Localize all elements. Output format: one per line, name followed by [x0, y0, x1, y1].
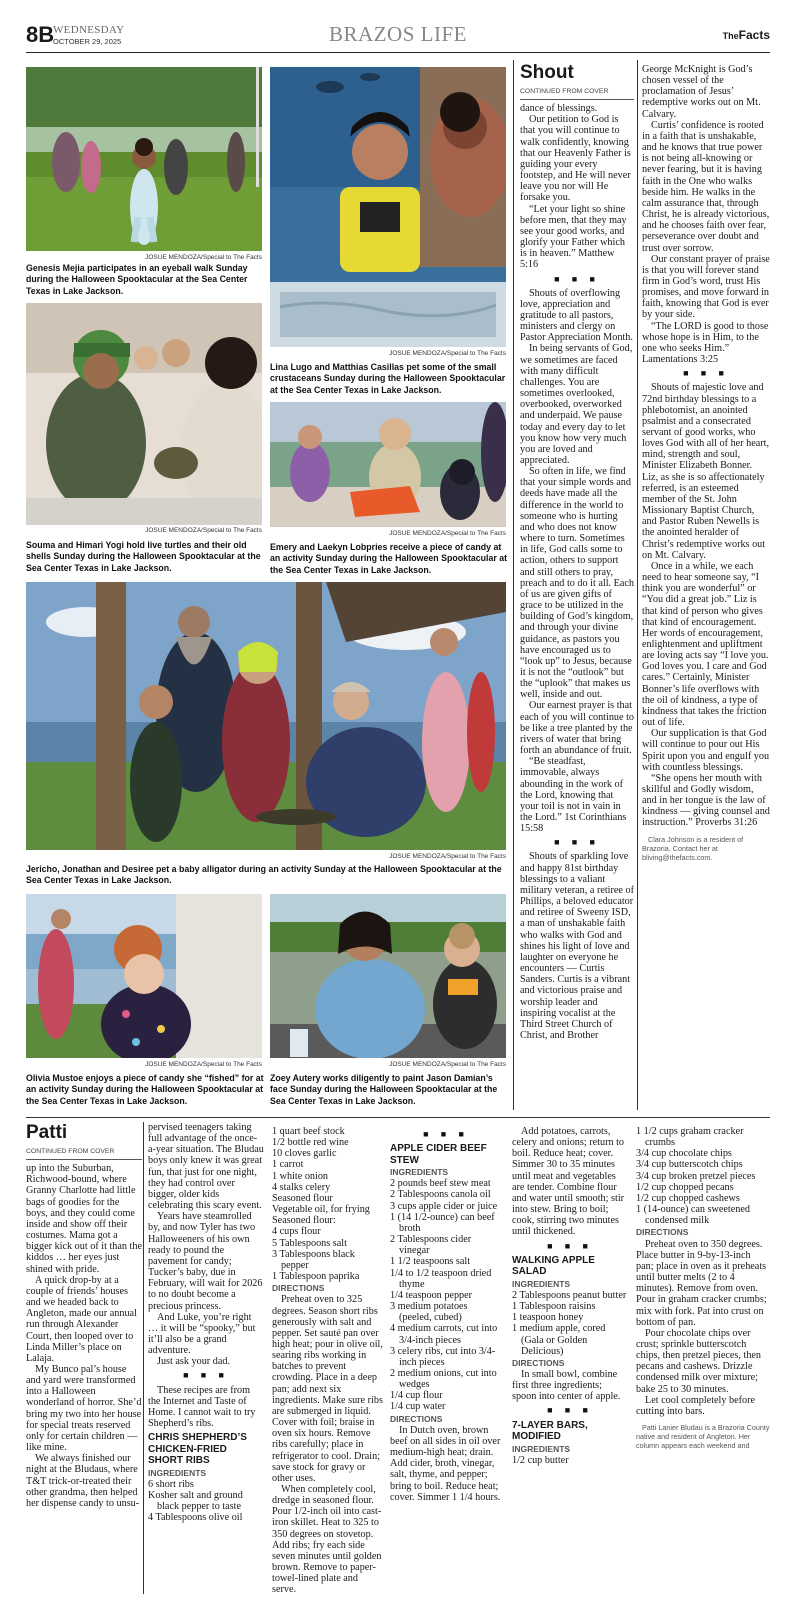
patti-column-3 [272, 1126, 384, 1594]
photo-caption: Lina Lugo and Matthias Casillas pet some of the small crustaceans Sunday during the Halloween Spooktacular at the Sea Center Texas in Lake Jackson. [270, 362, 506, 395]
ingredient: 1 carrot [272, 1159, 304, 1171]
header-date: OCTOBER 29, 2025 [53, 37, 122, 46]
header-day: WEDNESDAY [53, 24, 125, 36]
photo-crustaceans-image [270, 67, 506, 347]
ingredient: Seasoned flour: [272, 1215, 336, 1227]
shout-paragraph: Our constant prayer of praise is that you will forever stand firm in God’s word, trust His promises, and move forward in faith, knowing that God is ever by your side. [642, 253, 770, 321]
shout-column-2 [642, 64, 770, 1110]
recipe-direction: In Dutch oven, brown beef on all sides in oil over medium-high heat; drain. Add cider, broth, vinegar, salt, thyme, and pepper; bring to boil. Reduce heat; cover. Simmer 1 1/4 hours. [390, 1424, 501, 1503]
recipe-ingredients-label: INGREDIENTS [512, 1443, 571, 1454]
recipe-title-stew: APPLE CIDER BEEF STEW [390, 1143, 487, 1166]
ingredient: 2 medium onions, cut into wedges [390, 1367, 497, 1391]
ingredient: 1 medium apple, cored (Gala or Golden Delicious) [512, 1323, 606, 1357]
recipe-directions-label: DIRECTIONS [390, 1413, 443, 1424]
newspaper-logo [723, 28, 770, 42]
recipe-direction: Pour chocolate chips over crust; sprinkle butterscotch chips, then pretzel pieces, then pecans and cashews. Drizzle condensed milk over mixture; bake 25 to 30 minutes. [636, 1327, 762, 1395]
ingredient: 3 Tablespoons black pepper [272, 1248, 355, 1271]
section-separator: ■ ■ ■ [547, 1240, 593, 1251]
photo-caption: Genesis Mejia participates in an eyeball walk Sunday during the Halloween Spooktacular at the Sea Center Texas in Lake Jackson. [26, 263, 248, 296]
ingredient: 3/4 cup chocolate chips [636, 1148, 732, 1160]
patti-paragraph: A quick drop-by at a couple of friends’ houses and we headed back to Angleton, made our annual run through Alexander Court, then looped over to Linda Miller’s place on Lalaja. [26, 1274, 137, 1364]
recipe-ingredients-label: INGREDIENTS [512, 1278, 571, 1289]
ingredient: Kosher salt and ground black pepper to taste [148, 1490, 243, 1513]
page-number: 8B [26, 22, 55, 47]
photo-credit: JOSUE MENDOZA/Special to The Facts [145, 254, 262, 261]
column-divider [637, 60, 638, 1110]
patti-column-6 [636, 1126, 770, 1594]
shout-paragraph: Once in a while, we each need to hear someone say, “I think you are wonderful” or “You did a great job.” Liz is that kind of person who gives that kind of encouragement. Her words of encouragement, enlightenment and upliftment are loving acts say “I love you. God loves you. I care and God cares.” Certainly, Minister Bonner’s life overflows with the oil of kindness, a type of kindness that takes the friction out of life. [642, 560, 769, 729]
shout-paragraph: Shouts of sparkling love and happy 81st birthday blessings to a valiant military veteran, a retiree of Phillips, a beloved educator and retiree of Sweeny ISD, a man of unshakable faith who walks with God and shines his light of love and laughter on everyone he encounters — Curtis Sanders. Curtis is a vibrant and victorious praise and worship leader and inspiring vocalist at the Third Street Church of Christ, and Brother [520, 851, 634, 1041]
ingredient: 1 (14-ounce) can sweetened condensed milk [636, 1204, 750, 1227]
patti-paragraph: We always finished our night at the Bludaus, where T&T trick-or-treated their other grandma, then helped her dispense candy to unsu- [26, 1453, 140, 1509]
patti-kicker: CONTINUED FROM COVER [26, 1146, 142, 1160]
patti-paragraph: up into the Suburban, Richwood-bound, where Granny Charlotte had little bags of goodies for the boys, and they could come inside and show off their costumes. Mama got a bigger kick out of it than the kiddos … her eyes just shined with pride. [26, 1163, 142, 1275]
ingredient: 1 1/2 teaspoons salt [390, 1256, 471, 1268]
page-header [26, 22, 770, 48]
section-separator: ■ ■ ■ [554, 273, 600, 284]
ingredient: 4 cups flour [272, 1226, 321, 1238]
ingredient: 1 Tablespoon raisins [512, 1301, 596, 1313]
ingredient: 1 quart beef stock [272, 1126, 345, 1137]
recipe-ingredients-label: INGREDIENTS [390, 1167, 449, 1178]
shout-paragraph: “The LORD is good to those whose hope is in Him, to the one who seeks Him.” Lamentations 3:25 [642, 320, 769, 366]
section-separator: ■ ■ ■ [683, 368, 729, 379]
shout-paragraph: So often in life, we find that your simple words and deeds have made all the difference in the world to someone who is hurting and who does not know where to turn. Sometimes in life, God calls some to action, others to support and still others to pray, preach and to do it all. Each of us are given gifts of grace to be utilized in the building of God’s kingdom, and through your divine guidance, as pastors you have encouraged us to “look up” to Jesus, because it is not the “outlook” but the “uplook” that makes us well, inside and out. [520, 466, 634, 701]
photo-caption: Emery and Laekyn Lobpries receive a piece of candy at an activity Sunday during the Halloween Spooktacular at the Sea Center Texas in Lake Jackson. [270, 542, 508, 575]
recipe-title-bars: 7-LAYER BARS, MODIFIED [512, 1419, 588, 1443]
photo-eyeball-walk [26, 67, 262, 251]
ingredient: 2 pounds beef stew meat [390, 1178, 491, 1190]
patti-paragraph: Just ask your dad. [157, 1356, 231, 1368]
photo-alligator-image [26, 582, 506, 850]
column-divider [513, 60, 514, 1110]
recipe-direction: When completely cool, dredge in seasoned flour. Pour 1/2-inch oil into cast-iron skillet. Heat to 325 to 350 degrees on stovetop. Add ribs; fry each side seven minutes until golden brown. Remove to paper-towel-lined plate and serve. [272, 1484, 382, 1594]
photo-eyeball-walk-image [26, 67, 262, 251]
ingredient: 3 celery ribs, cut into 3/4-inch pieces [390, 1345, 496, 1368]
ingredient: 1/4 to 1/2 teaspoon dried thyme [390, 1267, 492, 1290]
photo-candy [270, 402, 506, 527]
photo-credit: JOSUE MENDOZA/Special to The Facts [389, 530, 506, 537]
ingredient: Seasoned flour [272, 1192, 333, 1204]
section-separator: ■ ■ ■ [423, 1129, 469, 1139]
patti-column-5 [512, 1126, 628, 1594]
ingredient: 6 short ribs [148, 1478, 194, 1490]
shout-paragraph: Shouts of overflowing love, appreciation and gratitude to all pastors, ministers and clergy on Pastor Appreciation Month. [520, 287, 633, 344]
photo-face-paint-image [270, 894, 506, 1058]
ingredient: 5 Tablespoons salt [272, 1237, 347, 1249]
shout-paragraph: Shouts of majestic love and 72nd birthday blessings to a phlebotomist, an anointed psalmist and a consecrated servant of good works, who loves God with all of her heart, mind, strength and soul, Minister Elizabeth Bonner. Liz, as she is so affectionately referred, is an esteemed member of the St. John Missionary Baptist Church, and Pastor Ruben Newells is the anointed heralder of Christ’s redemptive works out on Mt. Calvary. [642, 382, 770, 561]
recipe-direction: Preheat oven to 350 degrees. Place butter in 9-by-13-inch pan; place in oven as it preheats until butter melts (2 to 4 minutes). Remove from oven. Pour in graham cracker crumbs; mix with fork. Pat into crust on bottom of pan. [636, 1238, 767, 1328]
ingredient: 1/2 cup chopped cashews [636, 1192, 740, 1204]
shout-kicker: CONTINUED FROM COVER [520, 86, 634, 100]
recipe-directions-label: DIRECTIONS [512, 1357, 565, 1368]
photo-credit: JOSUE MENDOZA/Special to The Facts [389, 350, 506, 357]
photo-credit: JOSUE MENDOZA/Special to The Facts [389, 1061, 506, 1068]
photo-caption: Zoey Autery works diligently to paint Jason Damian’s face Sunday during the Halloween Spooktacular at the Sea Center Texas in Lake Jackson. [270, 1073, 498, 1106]
ingredient: 1 teaspoon honey [512, 1312, 584, 1324]
recipe-direction: In small bowl, combine first three ingredients; spoon into center of apple. [512, 1368, 621, 1403]
photo-fished-candy [26, 894, 262, 1058]
section-separator: ■ ■ ■ [183, 1370, 229, 1381]
photo-credit: JOSUE MENDOZA/Special to The Facts [389, 853, 506, 860]
shout-paragraph: Our supplication is that God will continue to pour out His Spirit upon you and engulf you with countless blessings. [642, 728, 770, 773]
photo-caption: Jericho, Jonathan and Desiree pet a baby alligator during an activity Sunday at the Halloween Spooktacular at the Sea Center Texas in Lake Jackson. [26, 864, 502, 886]
patti-headline: Patti [26, 1122, 68, 1143]
patti-paragraph: And Luke, you’re right … it will be “spooky,” but it’ll also be a grand adventure. [148, 1311, 256, 1357]
recipe-direction: Preheat oven to 325 degrees. Season short ribs generously with salt and pepper. Set sauté pan over high heat; pour in olive oil, searing ribs working in batches to prevent crowding. Place in a deep pan; add next six ingredients. Make sure ribs are submerged in liquid. Cover with foil; braise in oven six hours. Remove ribs carefully; place in refrigerator to cool. Drain; save stock for gravy or other uses. [272, 1294, 383, 1484]
ingredient: 1/2 cup butter [512, 1454, 569, 1466]
recipe-ingredients-label: INGREDIENTS [148, 1467, 207, 1478]
photo-face-paint [270, 894, 506, 1058]
ingredient: 2 Tablespoons cider vinegar [390, 1234, 472, 1257]
recipe-directions-label: DIRECTIONS [636, 1227, 689, 1238]
ingredient: 1/4 teaspoon pepper [390, 1289, 473, 1301]
patti-column-4 [390, 1126, 502, 1594]
ingredient: 1/4 cup flour [390, 1390, 443, 1402]
ingredient: 2 Tablespoons canola oil [390, 1189, 491, 1201]
shout-paragraph: Our petition to God is that you will continue to walk confidently, knowing that our Heavenly Father is guiding your every footstep, and He will never leave you nor will He forsake you. [520, 114, 631, 204]
shout-paragraph: Curtis’ confidence is rooted in a faith that is unshakable, and he knows that true power is not being all-knowing or never fearing, but it is having faith in the One who walks beside him. He walks in the calm assurance that, through Christ, he is already victorious, and he chooses faith over fear, perseverance over doubt and trust over sorrow. [642, 119, 770, 254]
ingredient: 2 Tablespoons peanut butter [512, 1289, 627, 1301]
recipe-direction: Let cool completely before cutting into bars. [636, 1394, 756, 1417]
ingredient: 1/2 bottle red wine [272, 1137, 349, 1149]
photo-candy-image [270, 402, 506, 527]
ingredient: 3/4 cup broken pretzel pieces [636, 1170, 756, 1182]
section-separator: ■ ■ ■ [554, 837, 600, 848]
ingredient: 1 Tablespoon paprika [272, 1271, 360, 1283]
patti-paragraph: pervised teenagers taking full advantage of the once-a-year situation. The Bludau boys only knew it was great fun, that just for one night, they had control over bigger, older kids celebrating this scary event. [148, 1122, 264, 1212]
recipe-title-ribs: CHRIS SHEPHERD’S CHICKEN-FRIED SHORT RIBS [148, 1432, 247, 1467]
patti-author-bio: Patti Lanier Bludau is a Brazoria County native and resident of Angleton. Her column appears each weekend and [636, 1423, 770, 1451]
shout-column-1 [520, 62, 634, 1112]
shout-author-bio: Clara Johnson is a resident of Brazoria. Contact her at bliving@thefacts.com. [642, 834, 744, 863]
recipe-title-salad: WALKING APPLE SALAD [512, 1254, 595, 1278]
shout-paragraph: George McKnight is God’s chosen vessel of the proclamation of Jesus’ redemptive works out on Mt. Calvary. [642, 64, 761, 120]
photo-crustaceans [270, 67, 506, 347]
shout-paragraph: “She opens her mouth with skillful and Godly wisdom, and in her tongue is the law of kindness — giving counsel and instruction.” Proverbs 31:26 [642, 772, 770, 829]
section-divider [26, 1117, 770, 1118]
shout-headline: Shout [520, 62, 574, 83]
ingredient: 4 Tablespoons olive oil [148, 1512, 243, 1524]
patti-paragraph: These recipes are from the Internet and Taste of Home. I cannot wait to try Shepherd’s ribs. [148, 1384, 256, 1430]
photo-caption: Souma and Himari Yogi hold live turtles and their old shells Sunday during the Halloween Spooktacular at the Sea Center Texas in Lake Jackson. [26, 540, 261, 573]
photo-turtles-image [26, 303, 262, 525]
header-rule [26, 52, 770, 53]
ingredient: 1 (14 1/2-ounce) can beef broth [390, 1211, 495, 1234]
ingredient: Vegetable oil, for frying [272, 1204, 370, 1216]
ingredient: 4 stalks celery [272, 1181, 331, 1193]
photo-turtles [26, 303, 262, 525]
shout-paragraph: Our earnest prayer is that each of you will continue to be like a tree planted by the rivers of water that bring forth an abundance of fruit. [520, 700, 634, 757]
ingredient: 1 1/2 cups graham cracker crumbs [636, 1126, 744, 1149]
shout-paragraph: dance of blessings. [520, 103, 598, 115]
patti-column-2 [148, 1122, 264, 1594]
ingredient: 3/4 cup butterscotch chips [636, 1159, 743, 1171]
recipe-direction: Add potatoes, carrots, celery and onions; return to boil. Reduce heat; cover. Simmer 30 to 35 minutes until meat and vegetables are tender. Combine flour and water until smooth; stir into stew. Bring to boil; cook, stirring two minutes until thickened. [512, 1126, 625, 1238]
photo-fished-candy-image [26, 894, 262, 1058]
ingredient: 10 cloves garlic [272, 1148, 337, 1160]
logo-facts: Facts [738, 28, 770, 42]
photo-credit: JOSUE MENDOZA/Special to The Facts [145, 527, 262, 534]
ingredient: 1 white onion [272, 1170, 329, 1182]
recipe-directions-label: DIRECTIONS [272, 1283, 325, 1294]
ingredient: 1/2 cup chopped pecans [636, 1181, 734, 1193]
ingredient: 4 medium carrots, cut into 3/4-inch pieces [390, 1323, 498, 1346]
photo-caption: Olivia Mustoe enjoys a piece of candy she “fished” for at an activity Sunday during the Halloween Spooktacular at the Sea Center Texas in Lake Jackson. [26, 1073, 264, 1106]
shout-paragraph: “Let your light so shine before men, that they may see your good works, and glorify your Father which is in heaven.” Matthew 5:16 [520, 203, 627, 271]
ingredient: 3 cups apple cider or juice [390, 1200, 498, 1212]
ingredient: 1/4 cup water [390, 1401, 446, 1413]
section-title: BRAZOS LIFE [329, 22, 467, 46]
shout-paragraph: “Be steadfast, immovable, always abounding in the work of the Lord, knowing that your toil is not in vain in the Lord.” 1st Corinthians 15:58 [520, 756, 627, 835]
logo-the: The [722, 31, 739, 41]
patti-column-1 [26, 1122, 142, 1594]
photo-credit: JOSUE MENDOZA/Special to The Facts [145, 1061, 262, 1068]
ingredient: 3 medium potatoes (peeled, cubed) [390, 1301, 468, 1324]
patti-paragraph: My Bunco pal’s house and yard were transformed into a Halloween wonderland of horror. She’d bring my two into her house for special treats reserved only for certain children — like mine. [26, 1363, 142, 1454]
photo-alligator [26, 582, 506, 850]
column-divider [143, 1122, 144, 1594]
patti-paragraph: Years have steamrolled by, and now Tyler has two Halloweeners of his own ready to pound the pavement for candy; Tucker’s baby, due in February, will wait for 2026 to no doubt become a precious princess. [148, 1211, 263, 1312]
shout-paragraph: In being servants of God, we sometimes are faced with many difficult challenges. You are sometimes overlooked, overbooked, overworked and underpaid. We pause today and every day to let you know how very much you are loved and appreciated. [520, 343, 633, 466]
section-separator: ■ ■ ■ [547, 1405, 593, 1416]
